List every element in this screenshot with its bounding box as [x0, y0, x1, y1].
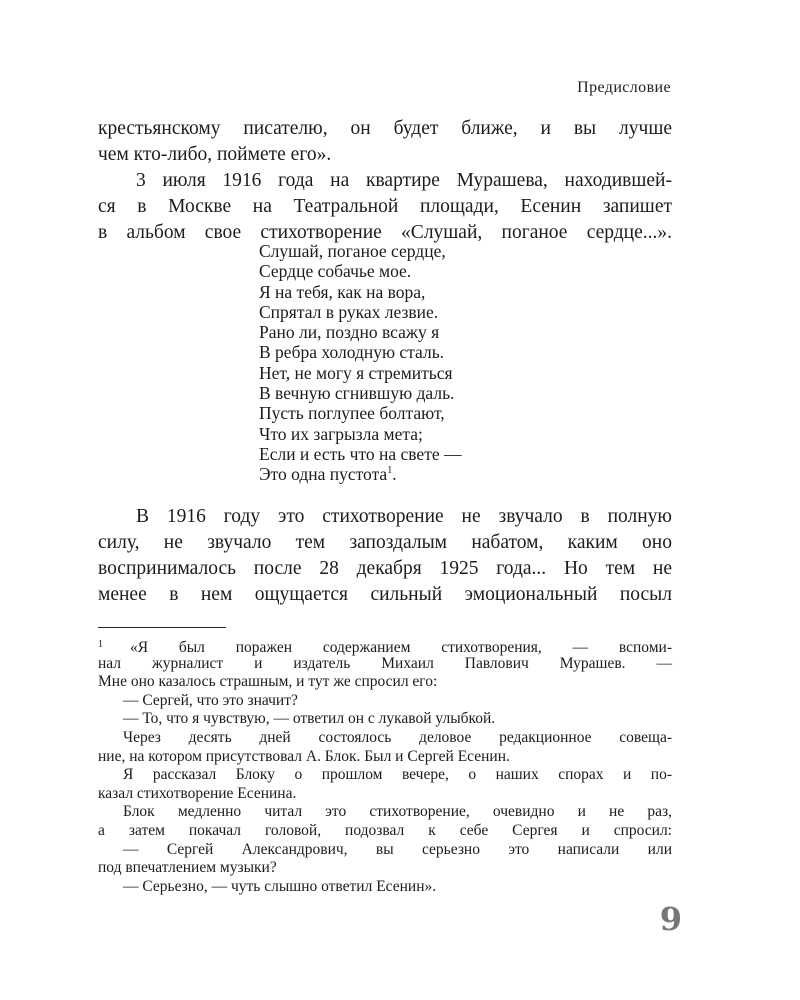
footnote-line: — Сергей Александрович, вы серьезно это написали или	[123, 840, 672, 858]
footnote-line: Мне оно казалось страшным, и тут же спросил его:	[98, 673, 438, 691]
poem-end-punct: .	[392, 464, 397, 485]
footnote-line: Я рассказал Блоку о прошлом вечере, о наших спорах и по-	[123, 766, 672, 784]
poem-line: Если и есть что на свете —	[259, 443, 462, 464]
text-line: крестьянскому писателю, он будет ближе, и вы лучше	[98, 118, 672, 139]
footnote	[98, 636, 672, 896]
footnote-line: — Серьезно, — чуть слышно ответил Есенин».	[123, 877, 437, 895]
footnote-line: под впечатлением музыки?	[98, 859, 277, 877]
text-line: силу, не звучало тем запоздалым набатом, каким оно	[98, 532, 672, 553]
footnote-line: а затем покачал головой, подозвал к себе Сергея и спросил:	[98, 821, 672, 839]
body-text-bottom	[98, 504, 672, 608]
poem-line: Пусть поглупее болтают,	[259, 403, 445, 424]
poem-line-last	[259, 464, 461, 484]
text-line: менее в нем ощущается сильный эмоциональный посыл	[98, 584, 672, 605]
poem-line: Что их загрызла мета;	[259, 423, 423, 444]
footnote-line: казал стихотворение Есенина.	[98, 784, 297, 802]
page-number: 9	[659, 900, 682, 938]
footnote-line: нал журналист и издатель Михаил Павлович Мурашев. —	[98, 654, 672, 672]
poem-line: Нет, не могу я стремиться	[259, 362, 453, 383]
footnote-line	[98, 636, 672, 655]
footnote-line-text: «Я был поражен содержанием стихотворения, — вспоми-	[130, 639, 672, 656]
footnote-divider	[98, 627, 226, 628]
poem-line: Сердце собачье мое.	[259, 261, 412, 282]
footnote-line: ние, на котором присутствовал А. Блок. Был и Сергей Есенин.	[98, 747, 510, 765]
text-line: в альбом свое стихотворение «Слушай, поганое сердце...».	[98, 222, 672, 243]
poem-line: В вечную сгнившую даль.	[259, 383, 455, 404]
poem-line: Слушай, поганое сердце,	[259, 241, 446, 261]
text-line: воспринималось после 28 декабря 1925 года... Но тем не	[98, 558, 672, 579]
footnote-line: Блок медленно читал это стихотворение, очевидно и не раз,	[123, 803, 672, 821]
footnote-reference[interactable]: 1	[387, 465, 393, 477]
body-text-top	[98, 116, 672, 246]
footnote-line: Через десять дней состоялось деловое редакционное совеща-	[123, 728, 672, 746]
poem-line: Рано ли, поздно всажу я	[259, 322, 440, 343]
text-line: чем кто-либо, поймете его».	[98, 144, 332, 165]
poem-line: Я на тебя, как на вора,	[259, 281, 426, 302]
text-line: 3 июля 1916 года на квартире Мурашева, находившей-	[136, 170, 672, 191]
poem	[259, 241, 461, 485]
text-line: ся в Москве на Театральной площади, Есенин запишет	[98, 196, 672, 217]
poem-line: В ребра холодную сталь.	[259, 342, 445, 363]
footnote-line: — То, что я чувствую, — ответил он с лукавой улыбкой.	[123, 710, 496, 728]
footnote-marker: 1	[98, 639, 103, 650]
text-line: В 1916 году это стихотворение не звучало в полную	[136, 506, 672, 527]
footnote-line: — Сергей, что это значит?	[123, 691, 298, 709]
poem-line: Спрятал в руках лезвие.	[259, 301, 439, 322]
poem-line-text: Это одна пустота	[259, 464, 388, 485]
running-title: Предисловие	[577, 79, 671, 96]
